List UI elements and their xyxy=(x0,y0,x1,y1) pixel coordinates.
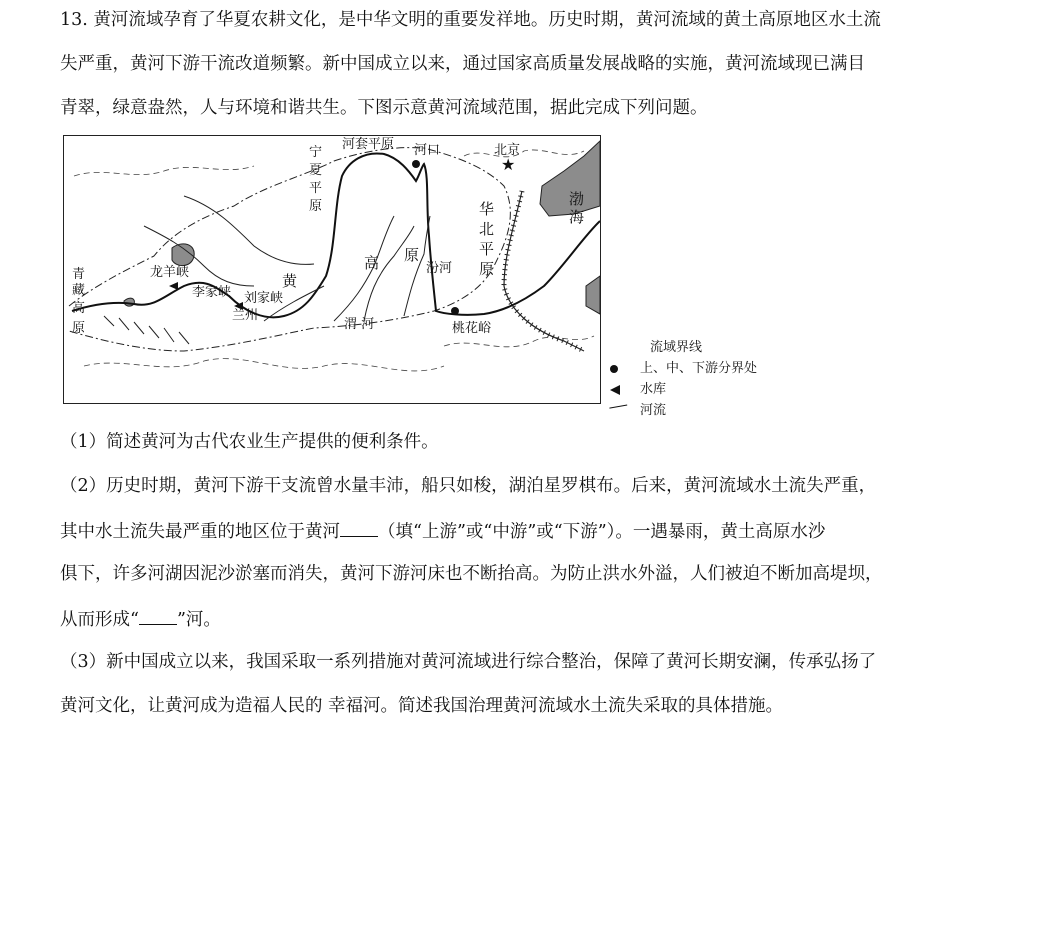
bg-river-2 xyxy=(84,359,444,371)
legend-boundary xyxy=(650,336,702,355)
question-2-line-2 xyxy=(60,518,825,544)
legend-division xyxy=(610,357,757,376)
reservoir-longyangxia xyxy=(169,282,178,290)
label-bohai-2: 海 xyxy=(569,208,585,226)
question-3-line-2: 黄河文化，让黄河成为造福人民的 幸福河。简述我国治理黄河流域水土流失采取的具体措施。 xyxy=(60,696,784,716)
tributary-3 xyxy=(184,196,314,264)
intro-line-2: 失严重，黄河下游干流改道频繁。新中国成立以来，通过国家高质量发展战略的实施，黄河流域现已满目 xyxy=(60,54,865,74)
yellow-river-basin-map xyxy=(63,135,601,404)
label-huabei-1: 华 xyxy=(479,200,495,218)
label-longyangxia: 龙羊峡 xyxy=(150,265,190,280)
label-lijiaxia: 李家峡 xyxy=(192,285,232,300)
label-hekou: 河口 xyxy=(414,143,441,158)
intro-line-1: 13. 黄河流域孕育了华夏农耕文化，是中华文明的重要发祥地。历史时期，黄河流域的黄土高原地区水土流 xyxy=(60,10,881,30)
label-ningxia-3: 平 xyxy=(309,181,323,196)
basin-boundary xyxy=(69,148,510,351)
sea-shape-2 xyxy=(586,276,600,314)
legend-boundary-label: 流域界线 xyxy=(650,340,703,355)
question-2-line-3: 俱下，许多河湖因泥沙淤塞而消失，黄河下游河床也不断抬高。为防止洪水外溢，人们被迫不断加高堤坝， xyxy=(60,564,883,584)
label-ningxia-2: 夏 xyxy=(309,163,323,178)
label-huabei-2: 北 xyxy=(479,220,495,238)
reservoir-icon xyxy=(610,385,620,395)
question-3-line-1: （3）新中国成立以来，我国采取一系列措施对黄河流域进行综合整治，保障了黄河长期安澜，传承弘扬了 xyxy=(60,652,877,672)
legend-river xyxy=(610,399,666,418)
label-ningxia-1: 宁 xyxy=(309,145,323,160)
beijing-star-icon: ★ xyxy=(501,155,516,174)
label-fenhe: 汾河 xyxy=(426,261,453,276)
label-beijing: 北京 xyxy=(494,143,521,158)
q2-line4-after: ”河。 xyxy=(176,610,221,630)
yellow-river-main xyxy=(72,153,600,317)
label-qingzang-2: 藏 xyxy=(72,283,86,298)
taohuayu-point xyxy=(451,307,459,315)
label-huang: 黄 xyxy=(282,272,298,290)
question-2-line-1: （2）历史时期，黄河下游干支流曾水量丰沛，船只如梭，湖泊星罗棋布。后来，黄河流域水土流失严重， xyxy=(60,476,877,496)
q2-line2-before: 其中水土流失最严重的地区位于黄河 xyxy=(60,522,340,542)
label-weihe: 渭 河 xyxy=(344,317,375,332)
label-qingzang-4: 原 xyxy=(72,321,86,336)
label-taohuayu: 桃花峪 xyxy=(452,321,492,336)
question-1: （1）简述黄河为古代农业生产提供的便利条件。 xyxy=(60,432,439,452)
label-huabei-4: 原 xyxy=(479,260,495,278)
intro-line-3: 青翠，绿意盎然，人与环境和谐共生。下图示意黄河流域范围，据此完成下列问题。 xyxy=(60,98,708,118)
label-qingzang-3: 高 xyxy=(72,301,86,316)
mountain-hatch xyxy=(104,316,189,344)
q2-line2-after: （填“上游”或“中游”或“下游”）。一遇暴雨，黄土高原水沙 xyxy=(378,522,826,542)
q2-line4-before: 从而形成“ xyxy=(60,610,139,630)
hekou-point xyxy=(412,160,420,168)
division-point-icon xyxy=(610,365,618,373)
map-svg xyxy=(64,136,600,403)
label-qingzang-1: 青 xyxy=(72,267,86,282)
legend-reservoir xyxy=(610,378,666,397)
question-2-line-4 xyxy=(60,606,221,632)
label-lanzhou: 兰州 xyxy=(232,308,259,323)
legend-reservoir-label: 水库 xyxy=(640,382,667,397)
label-huangtu-3: 高 xyxy=(364,254,380,272)
label-huabei-3: 平 xyxy=(479,240,495,258)
answer-blank-1[interactable] xyxy=(340,518,378,537)
bg-river-1 xyxy=(74,166,254,176)
label-hetao: 河套平原 xyxy=(342,137,395,152)
bg-river-3 xyxy=(464,150,584,157)
label-liujiaxia: 刘家峡 xyxy=(244,291,284,306)
legend-river-label: 河流 xyxy=(640,403,667,418)
legend-division-label: 上、中、下游分界处 xyxy=(640,361,758,376)
answer-blank-2[interactable] xyxy=(139,606,177,625)
label-bohai-1: 渤 xyxy=(569,190,585,208)
label-huangtu-4: 原 xyxy=(404,246,420,264)
label-ningxia-4: 原 xyxy=(309,199,323,214)
river-icon xyxy=(609,405,628,417)
